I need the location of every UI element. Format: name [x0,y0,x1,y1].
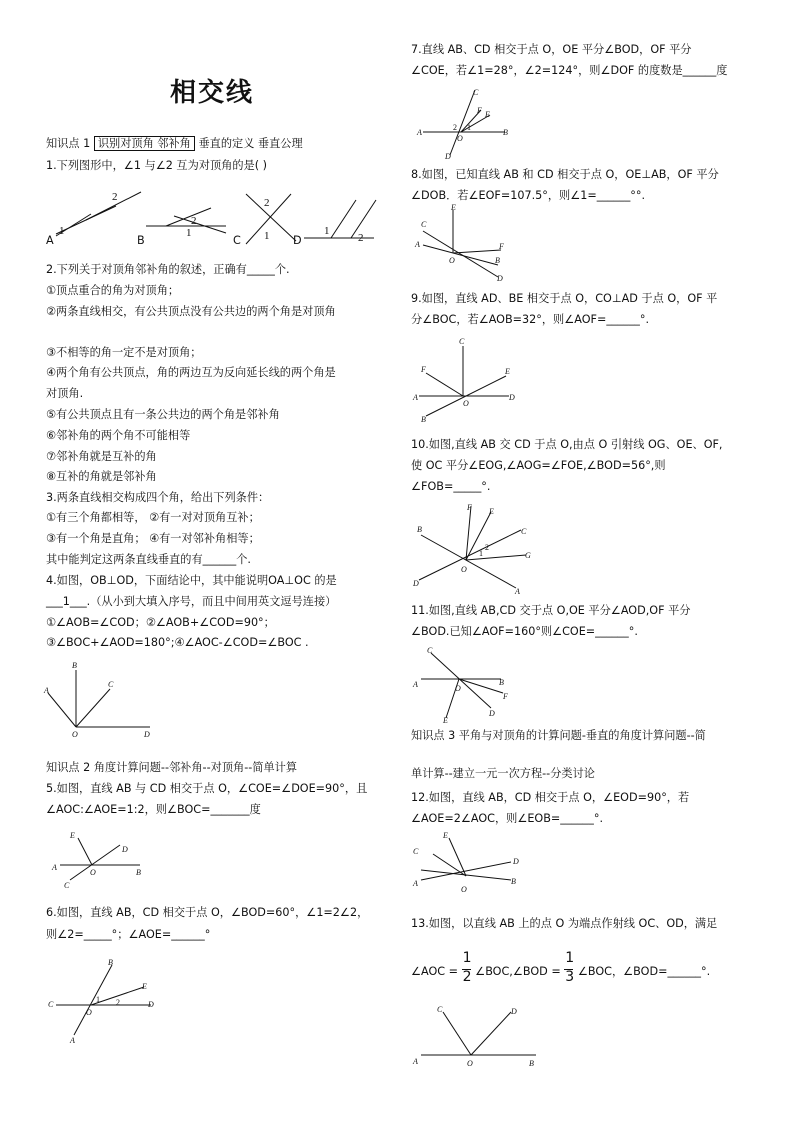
svg-text:1: 1 [479,549,483,558]
q2-item: ⑦邻补角就是互补的角 [46,450,157,463]
svg-text:B: B [72,661,77,670]
svg-text:O: O [457,134,463,143]
q12-question: ∠AOE=2∠AOC，则∠EOB=______°. [411,812,603,825]
q6-figure [46,955,166,1045]
q10-question: ∠FOB=_____°. [411,480,491,493]
svg-text:O: O [86,1008,92,1017]
svg-text:F: F [477,106,482,115]
svg-text:2: 2 [116,998,120,1007]
svg-text:E: E [70,831,75,840]
q9-question: 分∠BOC，若∠AOB=32°，则∠AOF=______°. [411,313,650,326]
q8-figure [413,205,513,283]
q12-figure [411,828,521,898]
svg-text:O: O [461,565,467,574]
fraction-numerator: 1 [462,950,472,966]
svg-text:F: F [503,692,508,701]
svg-text:D: D [148,1000,154,1009]
q4-answer: ___1___.（从小到大填入序号，而且中间用英文逗号连接） [46,595,337,608]
q5-question: ∠AOC:∠AOE=1:2，则∠BOC=_______度 [46,803,261,816]
kp1-prefix: 知识点 1 [46,137,91,150]
kp1-line [46,137,303,151]
svg-text:B: B [421,415,426,424]
q13-text: 13.如图，以直线 AB 上的点 O 为端点作射线 OC、OD，满足 [411,917,718,930]
page-title: 相交线 [170,78,255,108]
q1-b-angle1: 1 [186,227,192,239]
q2-item: ②两条直线相交，有公共顶点没有公共边的两个角是对顶角 [46,305,336,318]
q4-figure [40,661,170,740]
q1-option-b: B [137,234,145,247]
kp1-suffix: 垂直的定义 垂直公理 [198,137,303,150]
q2-item: ③不相等的角一定不是对顶角； [46,346,202,359]
svg-text:O: O [461,885,467,894]
q13-condition [411,950,711,985]
svg-text:E: E [489,507,494,516]
q1-option-d: D [293,234,302,247]
q1-option-a: A [46,234,54,247]
q11-figure [411,643,521,725]
svg-text:C: C [48,1000,54,1009]
q2-item: ⑥邻补角的两个角不可能相等 [46,429,191,442]
fraction-numerator: 1 [565,950,575,966]
svg-text:O: O [463,399,469,408]
svg-text:D: D [413,579,419,588]
svg-text:D: D [511,1007,517,1016]
q2-item: ①顶点重合的角为对顶角； [46,284,180,297]
svg-text:1: 1 [467,123,471,132]
svg-text:C: C [427,646,433,655]
svg-text:D: D [497,274,503,283]
q13-mid: ∠BOC,∠BOD = [475,965,561,978]
q4-statements-a: ①∠AOB=∠COD；②∠AOB+∠COD=90°； [46,616,275,629]
svg-text:C: C [437,1005,443,1014]
svg-text:O: O [455,684,461,693]
q8-question: ∠DOB．若∠EOF=107.5°，则∠1=______°°. [411,189,646,202]
svg-text:E: E [142,982,147,991]
svg-text:B: B [529,1059,534,1068]
svg-text:A: A [413,393,418,402]
q3-conditions-a: ①有三个角都相等， ②有一对对顶角互补； [46,511,260,524]
svg-text:E: E [505,367,510,376]
svg-text:A: A [52,863,57,872]
q7-text: 7.直线 AB、CD 相交于点 O，OE 平分∠BOD，OF 平分 [411,43,692,56]
q5-figure [50,830,150,890]
q9-text: 9.如图，直线 AD、BE 相交于点 O，CO⊥AD 于点 O，OF 平 [411,292,718,305]
q1-d-angle2: 2 [358,232,364,244]
q9-figure [411,338,521,428]
svg-text:F: F [499,242,504,251]
q13-post: ∠BOC，∠BOD=______°. [577,965,711,978]
svg-text:B: B [108,958,113,967]
q11-question: ∠BOD.已知∠AOF=160°则∠COE=______°. [411,625,638,638]
svg-text:E: E [443,716,448,725]
q6-text: 6.如图，直线 AB，CD 相交于点 O，∠BOD=60°，∠1=2∠2， [46,906,369,919]
kp3-heading: 知识点 3 平角与对顶角的计算问题-垂直的角度计算问题--简 [411,729,706,742]
kp2-heading: 知识点 2 角度计算问题--邻补角--对顶角--简单计算 [46,761,298,774]
svg-text:F: F [467,503,472,512]
q1-b-angle2: 2 [191,215,197,227]
svg-text:B: B [136,868,141,877]
svg-text:C: C [521,527,527,536]
q13-figure [411,1000,551,1070]
svg-text:A: A [70,1036,75,1045]
svg-text:D: D [513,857,519,866]
svg-text:E: E [485,110,490,119]
svg-text:B: B [499,678,504,687]
svg-text:A: A [44,686,49,695]
svg-text:A: A [413,680,418,689]
kp3-heading-cont: 单计算--建立一元一次方程--分类讨论 [411,767,595,780]
svg-text:2: 2 [485,543,489,552]
svg-text:C: C [64,881,70,890]
svg-text:B: B [495,256,500,265]
q6-question: 则∠2=_____°；∠AOE=______° [46,928,211,941]
q1-c-angle2: 2 [264,197,270,209]
svg-text:D: D [489,709,495,718]
svg-text:D: D [509,393,515,402]
q1-figures [46,186,376,252]
q2-item: ④两个角有公共顶点，角的两边互为反向延长线的两个角是 [46,366,336,379]
q7-question: ∠COE，若∠1=28°，∠2=124°，则∠DOF 的度数是______度 [411,64,728,77]
svg-text:O: O [449,256,455,265]
svg-text:E: E [443,831,448,840]
svg-text:A: A [413,1057,418,1066]
q1-d-angle1: 1 [324,225,330,237]
svg-text:C: C [413,847,419,856]
svg-text:C: C [421,220,427,229]
q2-text: 2.下列关于对顶角邻补角的叙述，正确有_____个. [46,263,290,276]
svg-text:C: C [459,337,465,346]
svg-text:A: A [515,587,520,596]
q3-question: 其中能判定这两条直线垂直的有______个. [46,553,251,566]
q1-a-angle2: 2 [112,191,118,203]
svg-text:C: C [108,680,114,689]
svg-text:A: A [415,240,420,249]
fraction-denominator: 2 [462,969,472,985]
q4-statements-b: ③∠BOC+∠AOD=180°;④∠AOC-∠COD=∠BOC . [46,636,309,649]
svg-text:O: O [467,1059,473,1068]
svg-text:F: F [421,365,426,374]
svg-text:C: C [473,88,479,97]
q7-figure [415,85,515,160]
q2-item: ⑤有公共顶点且有一条公共边的两个角是邻补角 [46,408,280,421]
svg-text:D: D [144,730,150,739]
q10-figure [411,500,541,595]
q2-item: ⑧互补的角就是邻补角 [46,470,157,483]
svg-text:D: D [445,152,451,161]
q8-text: 8.如图，已知直线 AB 和 CD 相交于点 O，OE⊥AB，OF 平分 [411,168,719,181]
q4-text: 4.如图，OB⊥OD，下面结论中，其中能说明OA⊥OC 的是 [46,574,337,587]
svg-text:A: A [413,879,418,888]
q3-text: 3.两条直线相交构成四个角，给出下列条件： [46,491,270,504]
svg-text:2: 2 [453,123,457,132]
q1-text: 1.下列图形中，∠1 与∠2 互为对顶角的是( ) [46,159,267,172]
fraction-denominator: 3 [565,969,575,985]
q13-pre: ∠AOC = [411,965,459,978]
svg-text:G: G [525,551,531,560]
q11-text: 11.如图,直线 AB,CD 交于点 O,OE 平分∠AOD,OF 平分 [411,604,691,617]
svg-text:D: D [122,845,128,854]
svg-text:E: E [451,203,456,212]
q1-option-c: C [233,234,241,247]
q5-text: 5.如图，直线 AB 与 CD 相交于点 O，∠COE=∠DOE=90°，且 [46,782,368,795]
svg-text:B: B [417,525,422,534]
svg-text:B: B [511,877,516,886]
svg-text:A: A [417,128,422,137]
q10-text: 10.如图,直线 AB 交 CD 于点 O,由点 O 引射线 OG、OE、OF, [411,438,723,451]
svg-text:1: 1 [96,995,100,1004]
svg-text:O: O [72,730,78,739]
q1-a-angle1: 1 [59,225,65,237]
q1-c-angle1: 1 [264,230,270,242]
svg-text:B: B [503,128,508,137]
q12-text: 12.如图，直线 AB，CD 相交于点 O，∠EOD=90°，若 [411,791,690,804]
kp1-box: 识别对顶角 邻补角 [94,136,195,151]
q2-item: 对顶角. [46,387,84,400]
q10-condition: 使 OC 平分∠EOG,∠AOG=∠FOE,∠BOD=56°,则 [411,459,666,472]
q3-conditions-b: ③有一个角是直角； ④有一对邻补角相等； [46,532,260,545]
svg-text:O: O [90,868,96,877]
